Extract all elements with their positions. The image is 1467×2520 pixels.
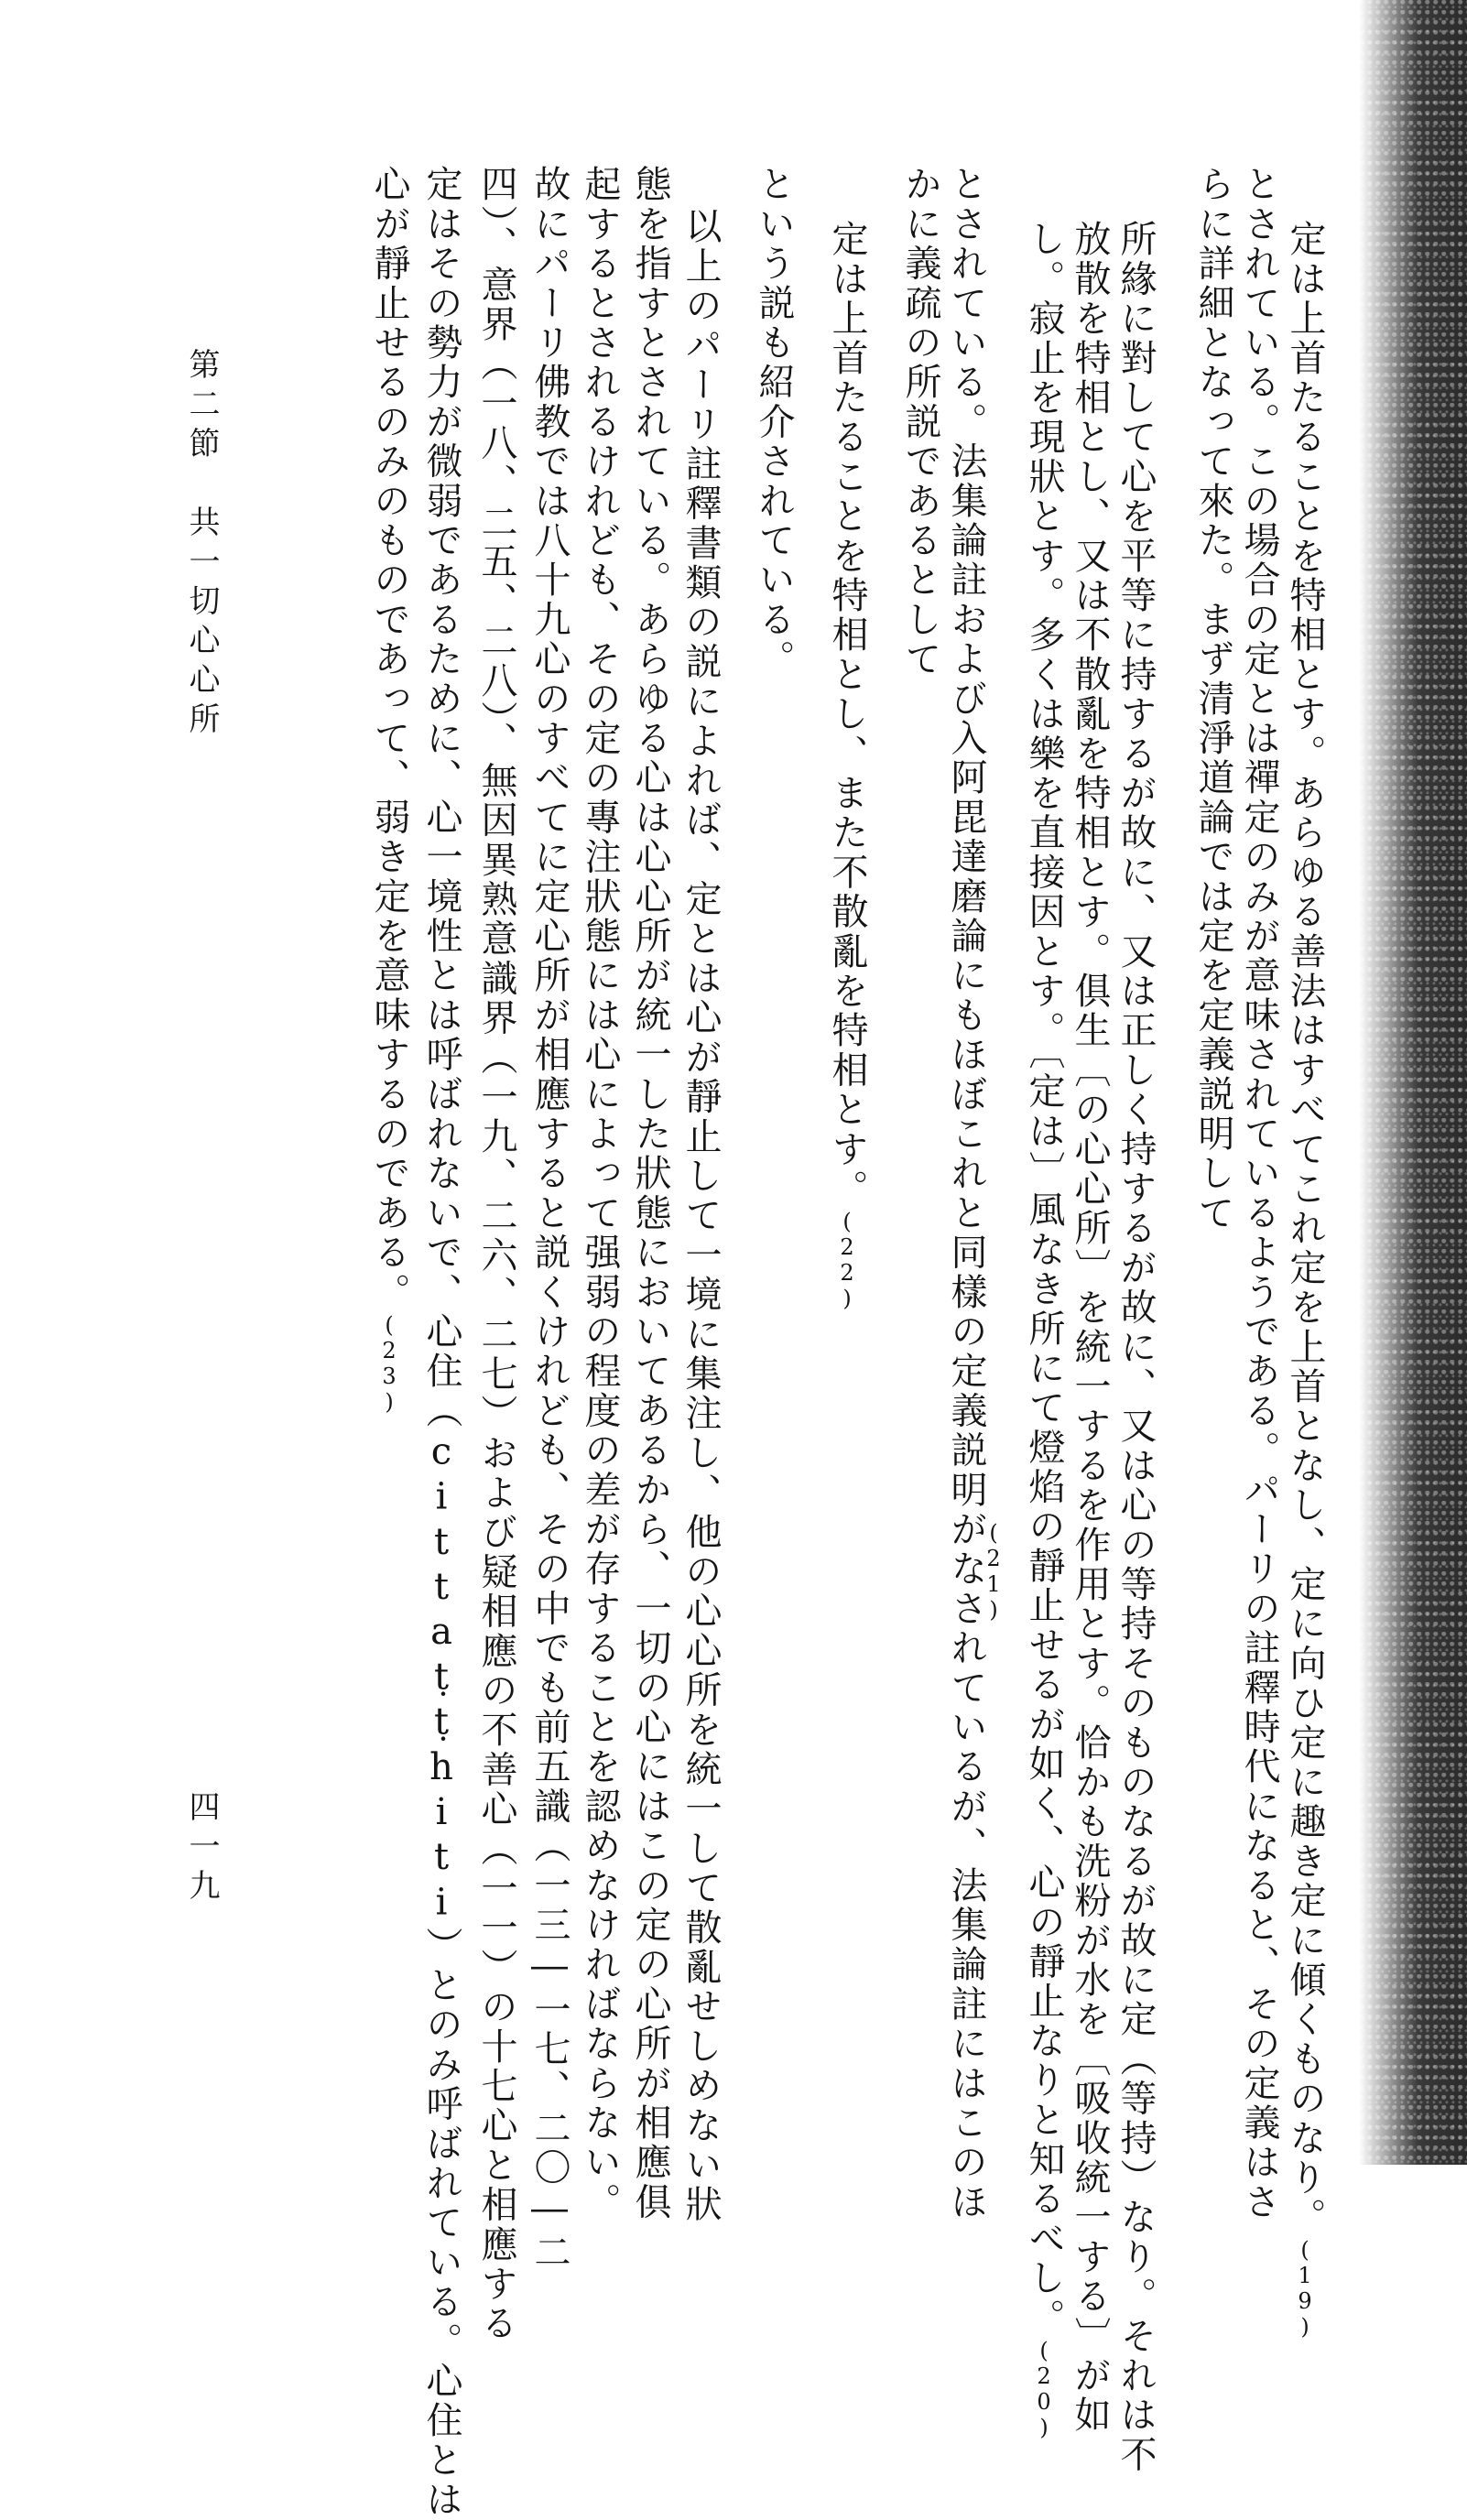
column-text: 以上のパーリ註釋書類の説によれば、定とは心が靜止して一境に集注し、他の心心所を統一して散亂せしめない狀 <box>679 207 722 2225</box>
text-column <box>629 165 671 2222</box>
text-column <box>475 165 517 2344</box>
text-column-quote-3 <box>826 220 868 1311</box>
column-text: 四）、意界（一八、二五、二八）、無因異熟意識界（一九、二六、二七）および疑相應の不善心（一一）の十七心と相應する <box>475 165 517 2344</box>
page-number: 四一九 <box>183 1790 220 1908</box>
column-text: 心が靜止せるのみのものであって、弱き定を意味するのである。 <box>368 165 410 1312</box>
note-ref-23: (23) <box>376 1311 402 1415</box>
column-text: とされている。法集論註および入阿毘達磨論にもほぼこれと同樣の定義説明がなされているが、法集論註にはこのほ <box>945 165 987 2222</box>
column-text: という説も紹介されている。 <box>753 165 795 679</box>
note-ref-22: (22) <box>834 1209 860 1311</box>
text-column <box>528 165 570 2273</box>
column-text: し。寂止を現狀とす。多くは樂を直接因とす。〔定は〕風なき所にて燈焰の靜止せるが如く、心の靜止なりと知るべし。 <box>1023 220 1065 2338</box>
text-column-quote-2 <box>1069 220 1111 2436</box>
text-column-paragraph-start <box>679 207 722 2225</box>
note-ref-21: (21) <box>981 1520 1006 1623</box>
text-column <box>945 165 987 2222</box>
note-ref-19: (19) <box>1292 2237 1318 2341</box>
column-text: らに詳細となって來た。まず清淨道論では定を定義説明して <box>1192 165 1234 1233</box>
text-column <box>420 165 462 2520</box>
text-column <box>579 165 621 2222</box>
running-head: 第二節 共一切心心所 <box>183 348 220 742</box>
column-text: 起するとされるけれども、その定の專注狀態には心によって强弱の程度の差が存することを認めなければならない。 <box>579 165 621 2222</box>
binding-edge-shadow <box>1359 0 1467 2165</box>
text-column-quote-1 <box>1284 220 1326 2341</box>
text-column <box>1192 165 1234 1233</box>
text-column-quote-2 <box>1023 220 1065 2440</box>
note-ref-20: (20) <box>1031 2337 1057 2440</box>
column-text: かに義疏の所説であるとして <box>899 165 941 679</box>
column-text: 故にパーリ佛教では八十九心のすべてに定心所が相應すると説くけれども、その中でも前五識（一三―一七、二〇―二 <box>528 165 570 2273</box>
column-text: 態を指すとされている。あらゆる心は心心所が統一した狀態においてあるから、一切の心にはこの定の心所が相應俱 <box>629 165 671 2222</box>
text-column <box>368 165 410 1415</box>
note-ref-column <box>975 1520 1012 1623</box>
text-column-quote-2 <box>1114 220 1157 2475</box>
column-text: 定は上首たることを特相とす。あらゆる善法はすべてこれ定を上首となし、定に向ひ定に趣き定に傾くものなり。 <box>1284 220 1326 2238</box>
column-text: 所緣に對して心を平等に持するが故に、又は正しく持するが故に、又は心の等持そのものなるが故に定（等持）なり。それは不 <box>1114 220 1157 2475</box>
column-text: とされている。この場合の定とは禪定のみが意味されているようである。パーリの註釋時代になると、その定義はさ <box>1238 165 1280 2222</box>
text-column <box>899 165 941 679</box>
column-text: 定は上首たることを特相とし、また不散亂を特相とす。 <box>826 220 868 1209</box>
column-text: 放散を特相とし、又は不散亂を特相とす。俱生〔の心心所〕を統一するを作用とす。恰かも洗粉が水を〔吸收統一する〕が如 <box>1069 220 1111 2436</box>
column-text: 定はその勢力が微弱であるために、心一境性とは呼ばれないで、心住（cittaṭṭhiti）とのみ呼ばれている。心住とは <box>420 165 462 2520</box>
text-column <box>753 165 795 679</box>
text-column <box>1238 165 1280 2222</box>
